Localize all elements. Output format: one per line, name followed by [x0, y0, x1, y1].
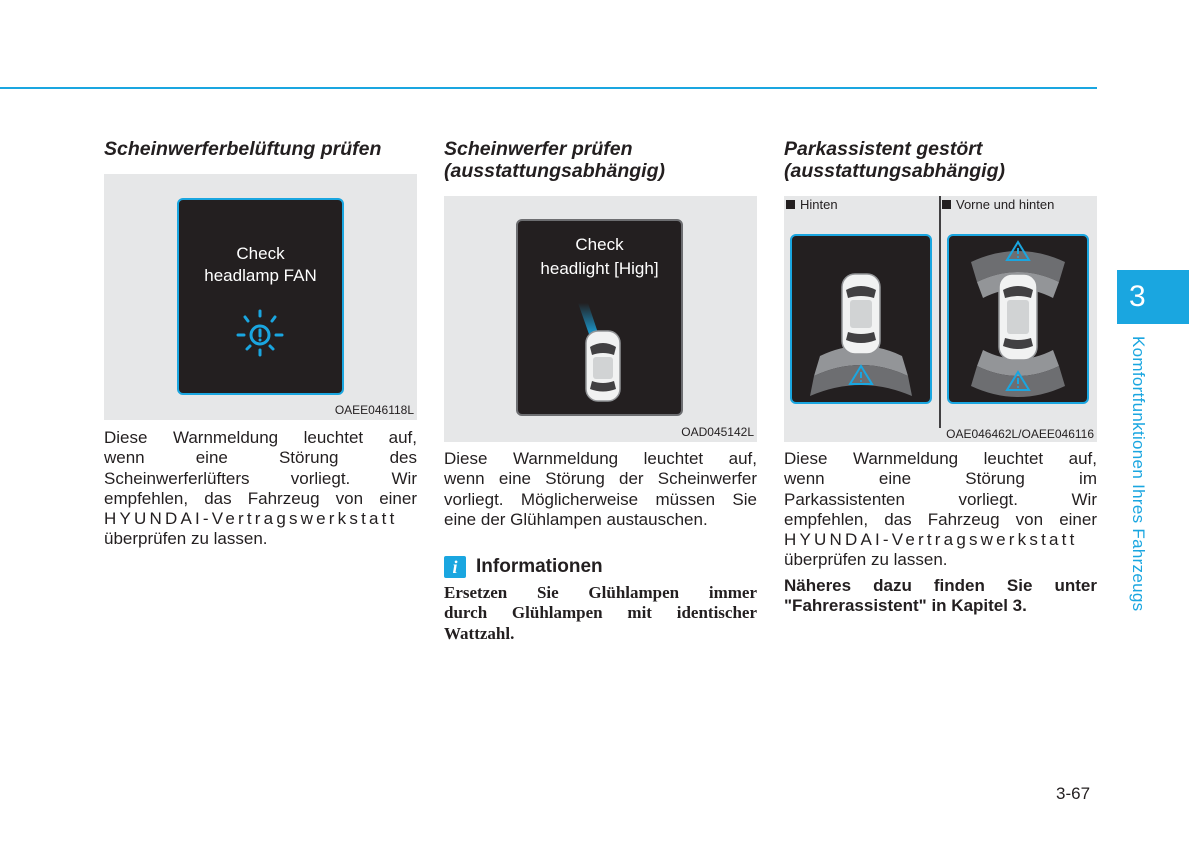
body-line: eine der Glühlampen austauschen. [444, 509, 708, 529]
info-title: Informationen [476, 556, 603, 577]
section-heading-headlamp-fan: Scheinwerferbelüftung prüfen [104, 138, 382, 160]
info-icon: i [444, 556, 466, 578]
body-line: Diese Warnmeldung leuchtet auf, [444, 449, 757, 468]
headlamp-fan-warning-icon [235, 308, 285, 358]
label-rear-text: Hinten [800, 197, 838, 212]
label-front-rear-text: Vorne und hinten [956, 197, 1055, 212]
info-heading [444, 556, 603, 578]
park-screen-front-rear [947, 234, 1089, 404]
column-headlight-check [444, 138, 757, 182]
figure-code: OAE046462L/OAEE046116 [946, 427, 1094, 441]
body-line: vorliegt. Möglicherweise müssen Sie [444, 489, 757, 509]
info-line: Ersetzen Sie Glühlampen immer [444, 583, 757, 602]
body-line: wenn eine Störung des [104, 448, 417, 468]
body-line: Parkassistenten vorliegt. Wir [784, 489, 1097, 509]
body-line: wenn eine Störung im [784, 469, 1097, 489]
screen-text-line: Check [236, 244, 285, 263]
chapter-number-tab: 3 [1117, 270, 1189, 324]
park-screen-rear [790, 234, 932, 404]
heading-line: (ausstattungsabhängig) [784, 160, 1006, 182]
body-line: HYUNDAI-Vertragswerkstatt [784, 530, 1078, 550]
section-heading-headlight [444, 138, 757, 182]
figure-code: OAEE046118L [334, 403, 414, 417]
square-bullet-icon [786, 200, 795, 209]
body-line-bold: "Fahrerassistent" in Kapitel 3. [784, 596, 1027, 616]
body-line: überprüfen zu lassen. [784, 550, 948, 570]
info-text [444, 583, 757, 644]
body-text-headlight [444, 449, 757, 530]
front-rear-sensor-icon [949, 236, 1087, 402]
body-line: Scheinwerferlüfters vorliegt. Wir [104, 468, 417, 488]
warning-screen [177, 198, 344, 395]
label-rear [786, 197, 838, 212]
car-headlight-icon [566, 297, 636, 407]
info-line: durch Glühlampen mit identischer [444, 603, 757, 623]
chapter-title: Komfortfunktionen Ihres Fahrzeugs [1129, 336, 1148, 612]
warning-screen [516, 219, 683, 416]
figure-headlight-high [444, 196, 757, 442]
square-bullet-icon [942, 200, 951, 209]
page-number: 3-67 [1056, 784, 1091, 803]
column-park-assist [784, 138, 1097, 182]
screen-text-line: headlamp FAN [204, 266, 317, 285]
body-text-headlamp-fan [104, 428, 417, 550]
section-heading-park-assist [784, 138, 1097, 182]
heading-line: Scheinwerfer prüfen [444, 138, 633, 160]
body-text-park-assist [784, 449, 1097, 616]
divider [939, 196, 941, 428]
column-headlamp-fan [104, 138, 417, 160]
screen-text-line: headlight [High] [540, 259, 659, 278]
body-line: empfehlen, das Fahrzeug von einer [104, 488, 417, 508]
figure-headlamp-fan [104, 174, 417, 420]
body-line: Diese Warnmeldung leuchtet auf, [104, 428, 417, 447]
body-line-bold: Näheres dazu finden Sie unter [784, 575, 1097, 595]
chapter-title-vertical [1128, 336, 1148, 616]
rear-sensor-icon [792, 236, 930, 402]
figure-code: OAD045142L [681, 425, 754, 439]
body-line: überprüfen zu lassen. [104, 529, 268, 549]
top-rule [0, 87, 1097, 89]
body-line: wenn eine Störung der Scheinwerfer [444, 469, 757, 489]
body-line: empfehlen, das Fahrzeug von einer [784, 509, 1097, 529]
info-line: Wattzahl. [444, 623, 515, 643]
label-front-rear [942, 197, 1054, 212]
screen-text-line: Check [575, 235, 624, 254]
heading-line: Parkassistent gestört [784, 138, 983, 160]
figure-park-assist [784, 196, 1097, 442]
body-line: Diese Warnmeldung leuchtet auf, [784, 449, 1097, 468]
heading-line: (ausstattungsabhängig) [444, 160, 666, 182]
body-line: HYUNDAI-Vertragswerkstatt [104, 509, 398, 529]
